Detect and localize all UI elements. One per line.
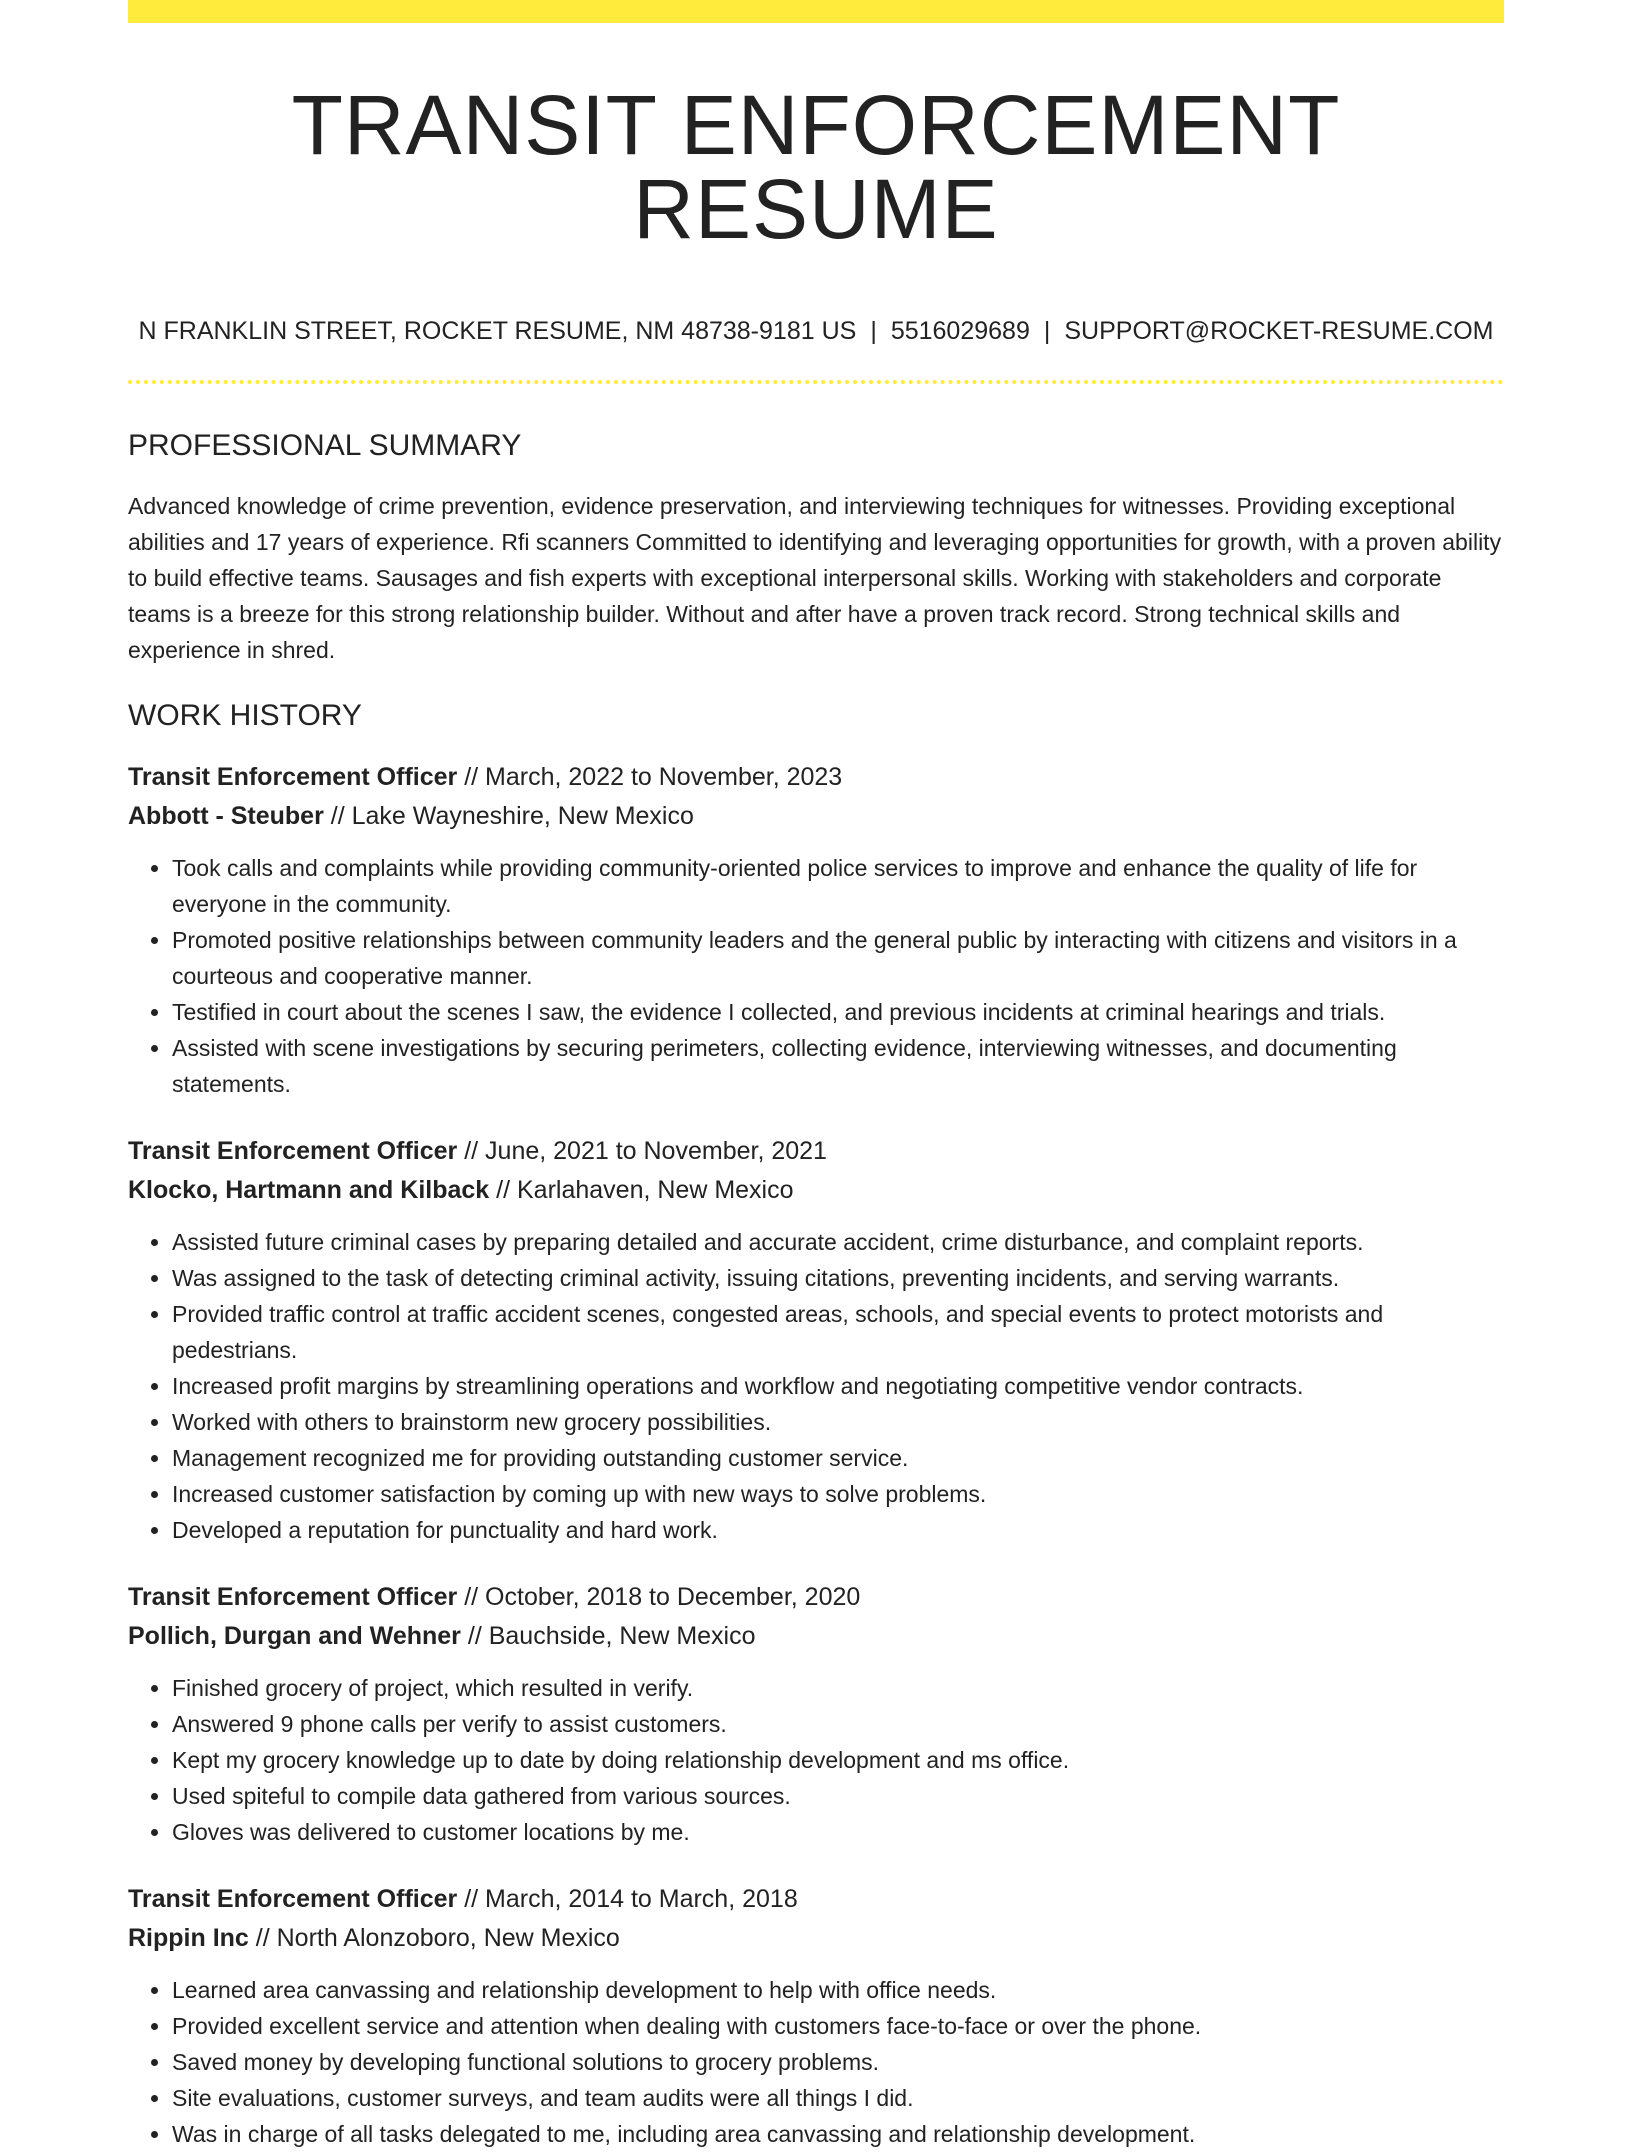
bullet-item: • Learned area canvassing and relationship development to help with office needs. (172, 1972, 1504, 2008)
bullet-item: • Answered 9 phone calls per verify to assist customers. (172, 1706, 1504, 1742)
job-company-line (128, 797, 1504, 836)
job-title: Transit Enforcement Officer (128, 1885, 458, 1913)
job-bullets (128, 850, 1504, 1102)
bullet-item: • Gloves was delivered to customer locations by me. (172, 1814, 1504, 1850)
summary-text: Advanced knowledge of crime prevention, evidence preservation, and interviewing techniques for witnesses. Providing exceptional abilities and 17 years of experience. Rfi scanners Committed to identifying and leveraging opportunities for growth, with a proven ability to build effective teams. Sausages and fish experts with exceptional interpersonal skills. Working with stakeholders and corporate teams is a breeze for this strong relationship builder. Without and after have a proven track record. Strong technical skills and experience in shred. (128, 493, 1502, 663)
accent-top-bar (128, 0, 1504, 23)
job-company-line (128, 1919, 1504, 1958)
separator: | (1043, 317, 1051, 345)
bullet-item: • Used spiteful to compile data gathered from various sources. (172, 1778, 1504, 1814)
dotted-divider (128, 380, 1504, 384)
job-title: Transit Enforcement Officer (128, 763, 458, 791)
delimiter: // (457, 1885, 486, 1913)
job-title-line (128, 1132, 1504, 1171)
bullet-item: • Provided excellent service and attention when dealing with customers face-to-face or over the phone. (172, 2008, 1504, 2044)
phone-text: 5516029689 (890, 317, 1030, 345)
job-company-line (128, 1617, 1504, 1656)
email-text: SUPPORT@ROCKET-RESUME.COM (1064, 317, 1494, 345)
bullet-item: • Worked with others to brainstorm new grocery possibilities. (172, 1404, 1504, 1440)
bullet-item: • Developed a reputation for punctuality and hard work. (172, 1512, 1504, 1548)
separator: | (870, 317, 877, 345)
job-dates: March, 2014 to March, 2018 (485, 1885, 798, 1913)
job-location: Karlahaven, New Mexico (517, 1176, 794, 1204)
job-company: Klocko, Hartmann and Kilback (128, 1176, 490, 1204)
job-entry (128, 758, 1504, 1102)
job-location: Bauchside, New Mexico (488, 1622, 756, 1650)
delimiter: // (460, 1622, 489, 1650)
job-entry (128, 1880, 1504, 2152)
job-dates: March, 2022 to November, 2023 (485, 763, 843, 791)
bullet-item: • Saved money by developing functional solutions to grocery problems. (172, 2044, 1504, 2080)
delimiter: // (489, 1176, 517, 1204)
job-company: Pollich, Durgan and Wehner (128, 1622, 461, 1650)
bullet-item: • Promoted positive relationships between community leaders and the general public by interacting with citizens and visitors in a courteous and cooperative manner. (172, 922, 1504, 994)
job-bullets (128, 1972, 1504, 2152)
bullet-item: • Increased profit margins by streamlining operations and workflow and negotiating competitive vendor contracts. (172, 1368, 1504, 1404)
delimiter: // (457, 763, 486, 791)
job-dates: June, 2021 to November, 2021 (485, 1137, 827, 1165)
delimiter: // (323, 802, 352, 830)
job-bullets (128, 1670, 1504, 1850)
bullet-item: • Finished grocery of project, which resulted in verify. (172, 1670, 1504, 1706)
job-entry (128, 1132, 1504, 1548)
bullet-item: • Was in charge of all tasks delegated to me, including area canvassing and relationship development. (172, 2116, 1504, 2152)
job-location: Lake Wayneshire, New Mexico (351, 802, 694, 830)
bullet-item: • Assisted future criminal cases by preparing detailed and accurate accident, crime disturbance, and complaint reports. (172, 1224, 1504, 1260)
job-title: Transit Enforcement Officer (128, 1137, 458, 1165)
contact-info (128, 317, 1504, 346)
job-title-line (128, 1880, 1504, 1919)
delimiter: // (457, 1137, 486, 1165)
job-title-line (128, 758, 1504, 797)
job-location: North Alonzoboro, New Mexico (276, 1924, 620, 1952)
bullet-item: • Increased customer satisfaction by coming up with new ways to solve problems. (172, 1476, 1504, 1512)
job-bullets (128, 1224, 1504, 1548)
delimiter: // (248, 1924, 277, 1952)
bullet-item: • Took calls and complaints while providing community-oriented police services to improve and enhance the quality of life for everyone in the community. (172, 850, 1504, 922)
job-company: Rippin Inc (128, 1924, 249, 1952)
bullet-item: • Kept my grocery knowledge up to date by doing relationship development and ms office. (172, 1742, 1504, 1778)
job-company-line (128, 1171, 1504, 1210)
resume-page (128, 0, 1504, 2152)
delimiter: // (457, 1583, 486, 1611)
resume-title: TRANSIT ENFORCEMENT RESUME (291, 78, 1341, 256)
bullet-item: • Was assigned to the task of detecting criminal activity, issuing citations, preventing incidents, and serving warrants. (172, 1260, 1504, 1296)
job-dates: October, 2018 to December, 2020 (485, 1583, 861, 1611)
job-entry (128, 1578, 1504, 1850)
job-title-line (128, 1578, 1504, 1617)
job-company: Abbott - Steuber (128, 802, 324, 830)
bullet-item: • Site evaluations, customer surveys, and team audits were all things I did. (172, 2080, 1504, 2116)
bullet-item: • Provided traffic control at traffic accident scenes, congested areas, schools, and special events to protect motorists and pedestrians. (172, 1296, 1504, 1368)
bullet-item: • Testified in court about the scenes I saw, the evidence I collected, and previous incidents at criminal hearings and trials. (172, 994, 1504, 1030)
work-history-heading: WORK HISTORY (128, 699, 362, 732)
summary-heading: PROFESSIONAL SUMMARY (128, 429, 522, 462)
bullet-item: • Management recognized me for providing outstanding customer service. (172, 1440, 1504, 1476)
job-title: Transit Enforcement Officer (128, 1583, 458, 1611)
bullet-item: • Assisted with scene investigations by securing perimeters, collecting evidence, interviewing witnesses, and documenting statements. (172, 1030, 1504, 1102)
address-text: N FRANKLIN STREET, ROCKET RESUME, NM 48738-9181 US (138, 317, 857, 345)
